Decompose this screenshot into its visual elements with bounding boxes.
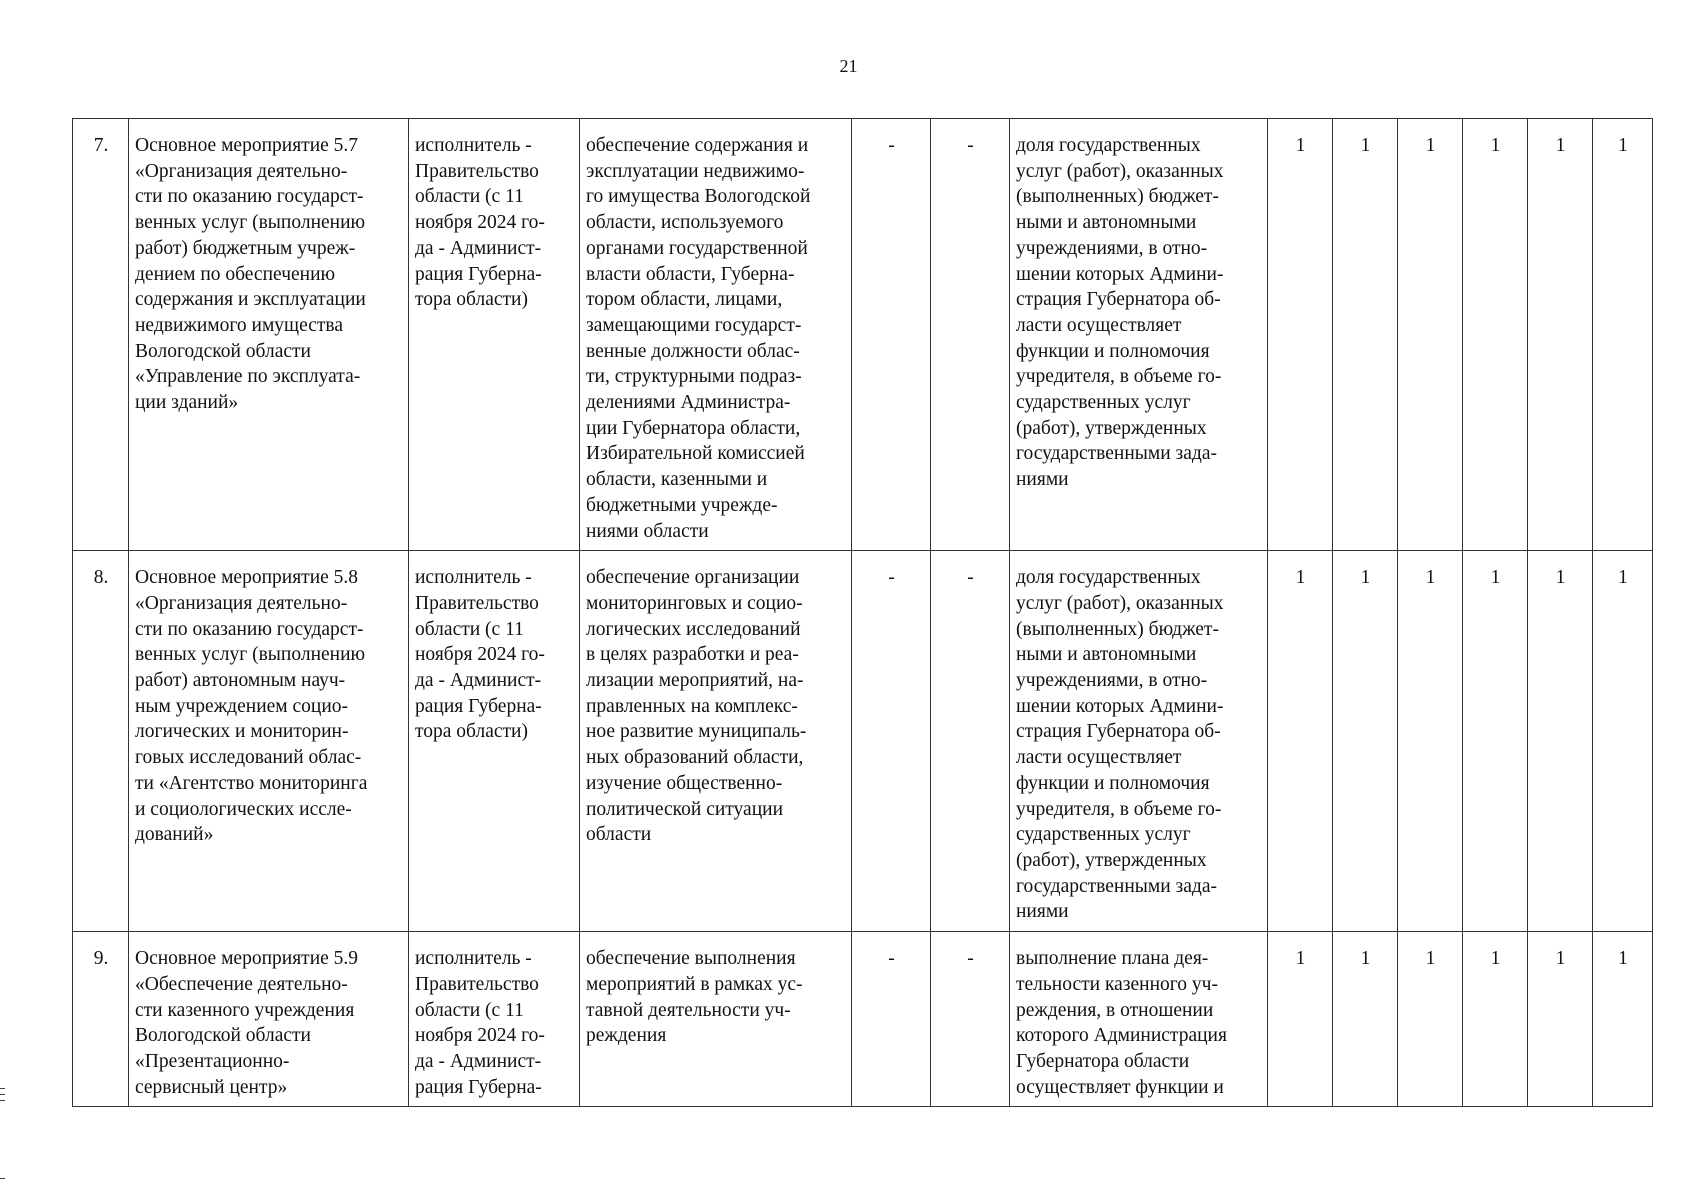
value-cell: 1 [1333, 119, 1398, 551]
dash-cell: - [852, 932, 931, 1107]
value-cell: 1 [1463, 932, 1528, 1107]
scan-edge-mark [0, 1094, 5, 1095]
table-row [73, 551, 1653, 932]
value-cell: 1 [1528, 119, 1593, 551]
value-cell: 1 [1528, 551, 1593, 932]
value-cell: 1 [1593, 119, 1653, 551]
row-number: 9. [73, 932, 129, 1107]
indicator: доля государственных услуг (работ), оказанных (выполненных) бюджет- ными и автономными учреждениями, в отно- шении которых Админи- страция Губернатора об- ласти осуществляет функции и полномочия учредителя, в объеме го- сударственных услуг (работ), утвержденных государственными зада- ниями [1010, 119, 1268, 551]
scan-edge-mark [0, 1100, 5, 1101]
table-row [73, 932, 1653, 1107]
value-cell: 1 [1593, 551, 1653, 932]
row-number: 8. [73, 551, 129, 932]
measure-goal: обеспечение содержания и эксплуатации недвижимо- го имущества Вологодской области, используемого органами государственной власти области, Губерна- тором области, лицами, замещающими государст- венные должности облас- ти, структурными подраз- делениями Администра- ции Губернатора области, Избирательной комиссией области, казенными и бюджетными учрежде- ниями области [580, 119, 852, 551]
dash-cell: - [931, 119, 1010, 551]
executor: исполнитель - Правительство области (с 11 ноября 2024 го- да - Админист- рация Губерна- тора области) [409, 551, 580, 932]
value-cell: 1 [1268, 551, 1333, 932]
value-cell: 1 [1268, 119, 1333, 551]
measure-goal: обеспечение организации мониторинговых и социо- логических исследований в целях разработки и реа- лизации мероприятий, на- правленных на комплекс- ное развитие муниципаль- ных образований области, изучение общественно- политической ситуации области [580, 551, 852, 932]
row-number: 7. [73, 119, 129, 551]
value-cell: 1 [1528, 932, 1593, 1107]
measure-goal: обеспечение выполнения мероприятий в рамках ус- тавной деятельности уч- реждения [580, 932, 852, 1107]
page-number: 21 [839, 56, 858, 76]
dash-cell: - [931, 932, 1010, 1107]
value-cell: 1 [1463, 119, 1528, 551]
value-cell: 1 [1593, 932, 1653, 1107]
value-cell: 1 [1463, 551, 1528, 932]
value-cell: 1 [1333, 932, 1398, 1107]
scan-edge-mark [0, 1178, 5, 1179]
value-cell: 1 [1333, 551, 1398, 932]
value-cell: 1 [1398, 551, 1463, 932]
program-measures-table [72, 118, 1653, 1107]
executor: исполнитель - Правительство области (с 11 ноября 2024 го- да - Админист- рация Губерна- [409, 932, 580, 1107]
value-cell: 1 [1398, 119, 1463, 551]
measure-name: Основное мероприятие 5.9 «Обеспечение деятельно- сти казенного учреждения Вологодской области «Презентационно- сервисный центр» [129, 932, 409, 1107]
value-cell: 1 [1398, 932, 1463, 1107]
measure-name: Основное мероприятие 5.7 «Организация деятельно- сти по оказанию государст- венных услуг (выполнению работ) бюджетным учреж- дением по обеспечению содержания и эксплуатации недвижимого имущества Вологодской области «Управление по эксплуата- ции зданий» [129, 119, 409, 551]
dash-cell: - [852, 551, 931, 932]
indicator: выполнение плана дея- тельности казенного уч- реждения, в отношении которого Администрация Губернатора области осуществляет функции и [1010, 932, 1268, 1107]
indicator: доля государственных услуг (работ), оказанных (выполненных) бюджет- ными и автономными учреждениями, в отно- шении которых Админи- страция Губернатора об- ласти осуществляет функции и полномочия учредителя, в объеме го- сударственных услуг (работ), утвержденных государственными зада- ниями [1010, 551, 1268, 932]
executor: исполнитель - Правительство области (с 11 ноября 2024 го- да - Админист- рация Губерна- тора области) [409, 119, 580, 551]
value-cell: 1 [1268, 932, 1333, 1107]
scan-edge-mark [0, 1088, 5, 1089]
dash-cell: - [852, 119, 931, 551]
measure-name: Основное мероприятие 5.8 «Организация деятельно- сти по оказанию государст- венных услуг (выполнению работ) автономным науч- ным учреждением социо- логических и мониторин- говых исследований облас- ти «Агентство мониторинга и социологических иссле- дований» [129, 551, 409, 932]
dash-cell: - [931, 551, 1010, 932]
table-row [73, 119, 1653, 551]
